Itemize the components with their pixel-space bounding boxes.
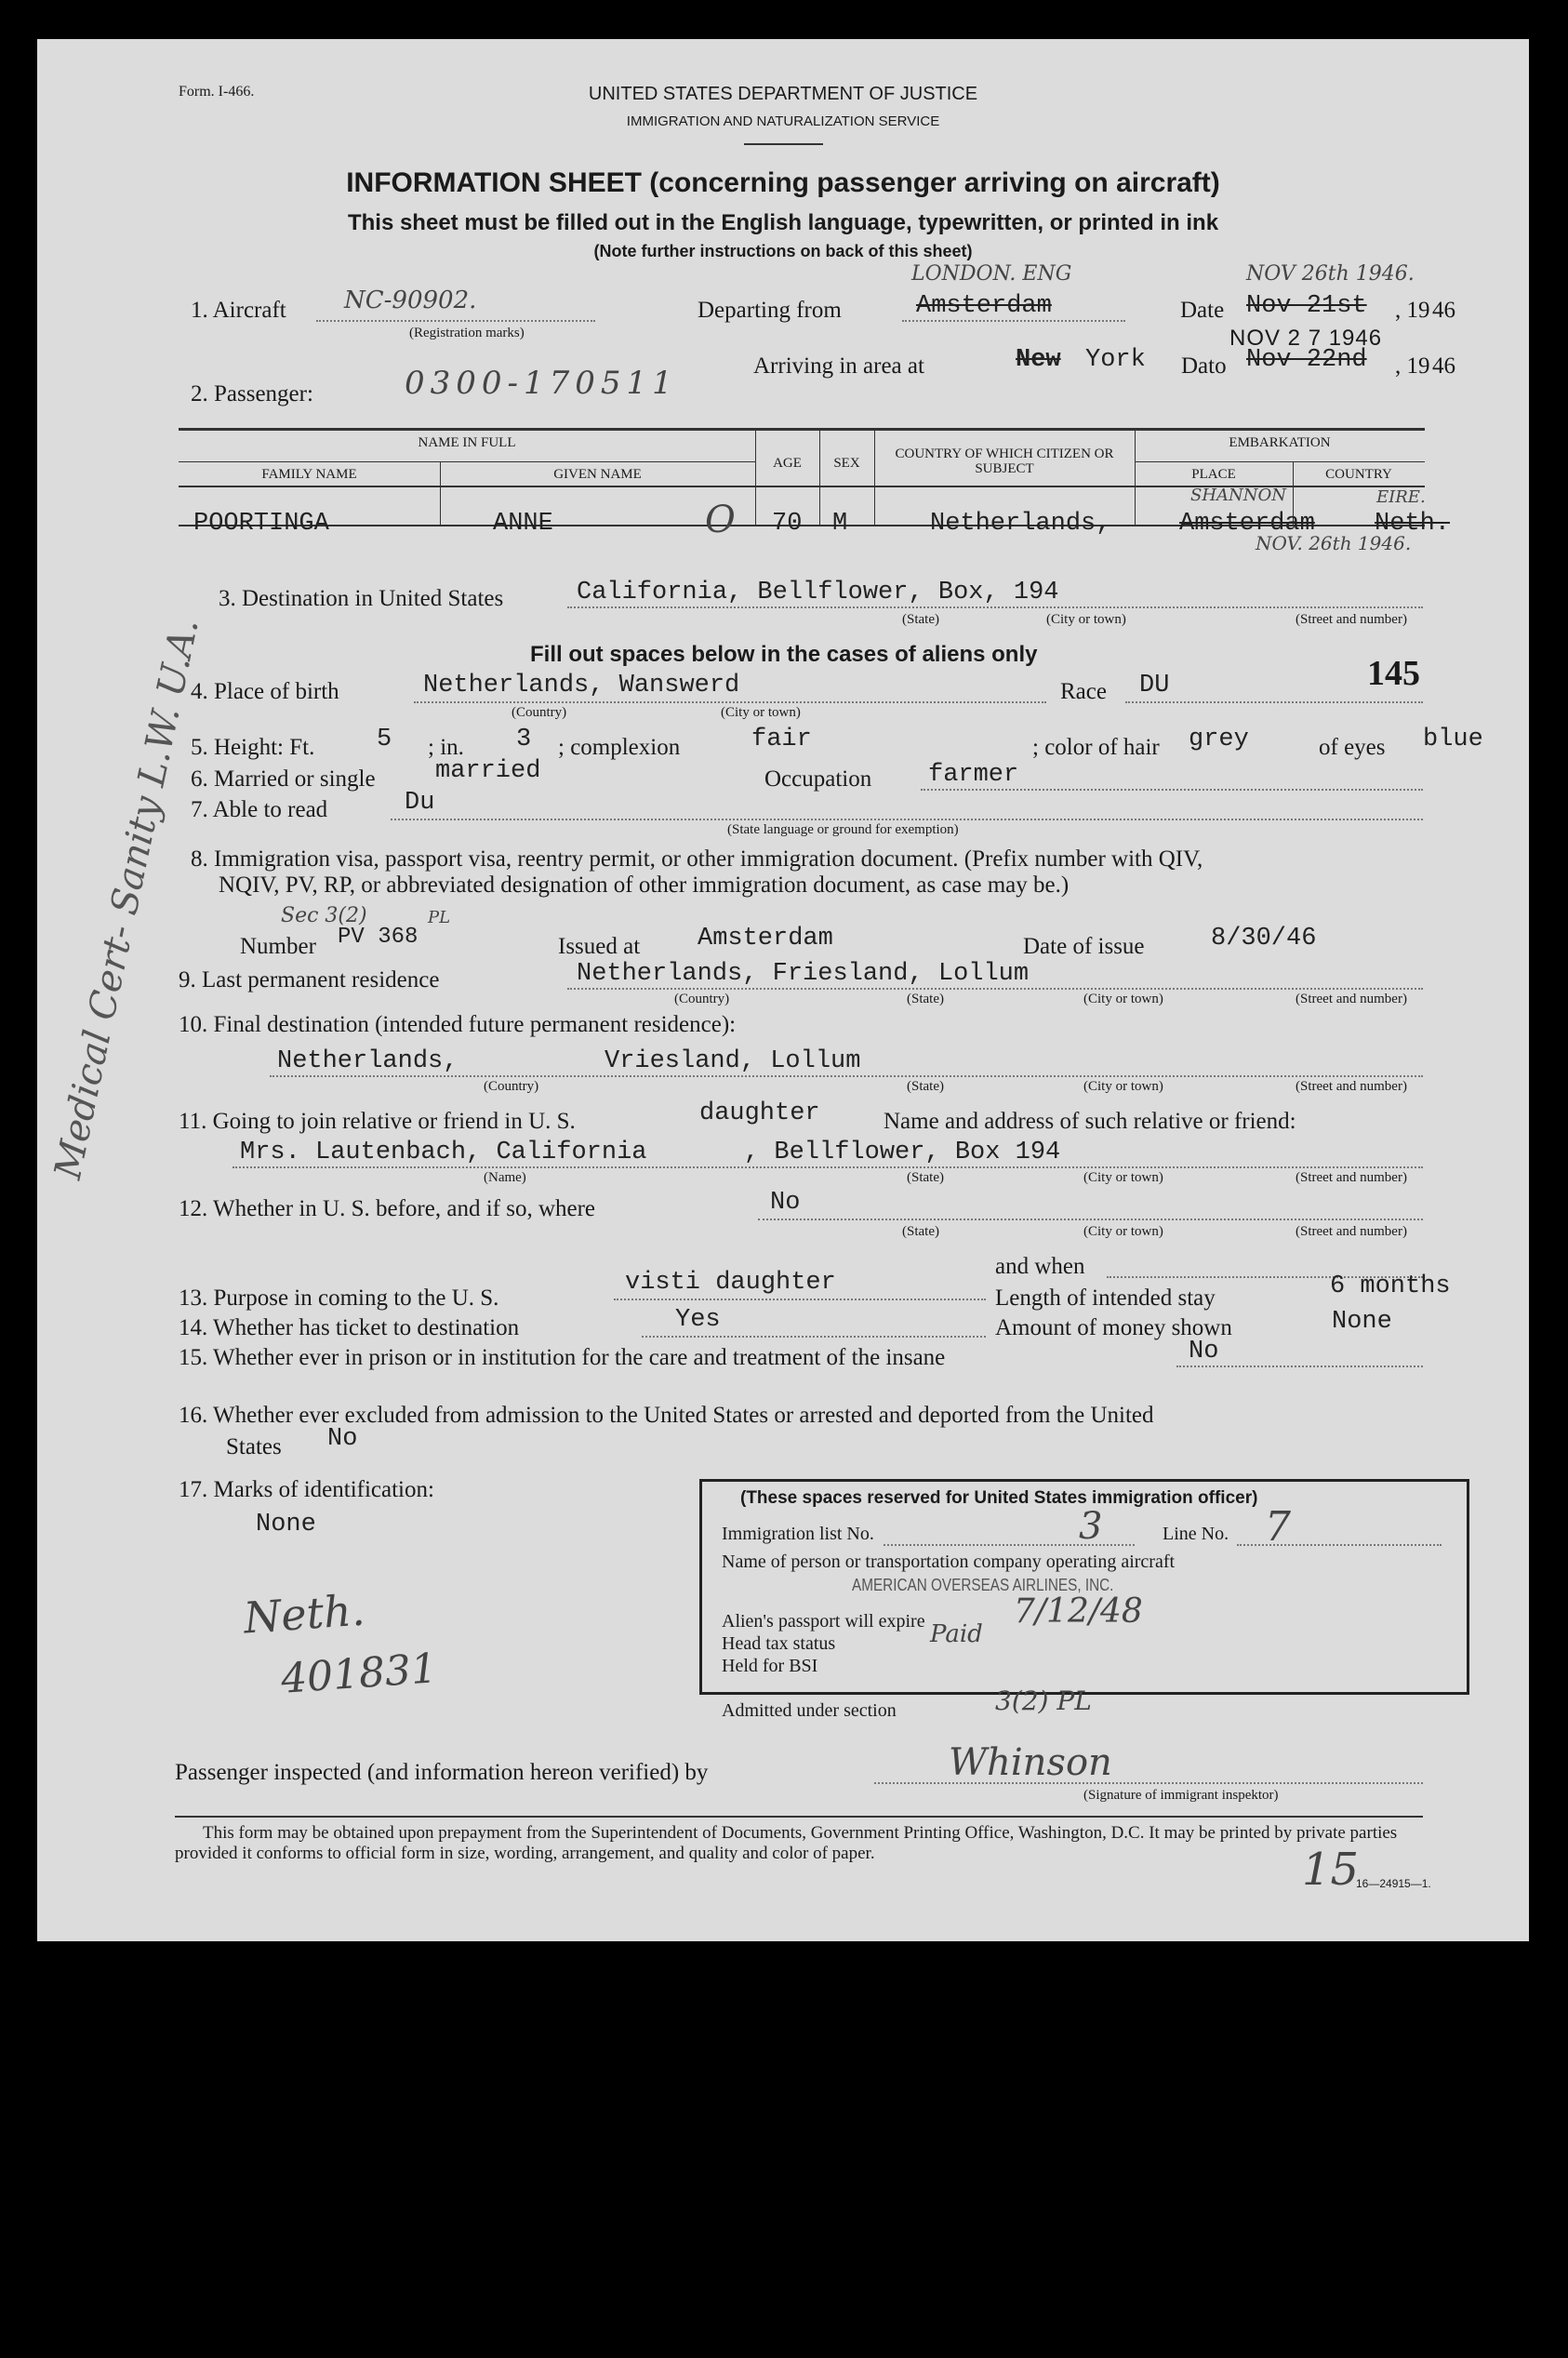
q9-city-caption: (City or town) (1083, 992, 1163, 1006)
q3-value: California, Bellflower, Box, 194 (577, 579, 1059, 606)
q10-value: Vriesland, Lollum (605, 1047, 861, 1075)
q7-caption: (State language or ground for exemption) (727, 822, 959, 837)
given-name-value: ANNE (493, 510, 553, 538)
q11-name-caption: (Name) (484, 1170, 526, 1185)
q11-address-value: , Bellflower, Box 194 (744, 1139, 1061, 1166)
departing-label: Departing from (698, 298, 842, 323)
list-no-value: 3 (1079, 1505, 1103, 1548)
q5-label: 5. Height: Ft. (191, 735, 315, 760)
q11-name-value: Mrs. Lautenbach, California (240, 1139, 647, 1166)
q17-label: 17. Marks of identification: (179, 1477, 434, 1502)
bsi-label: Held for BSI (722, 1656, 818, 1676)
q3-city-caption: (City or town) (1046, 612, 1126, 627)
given-name-header: GIVEN NAME (553, 467, 642, 482)
q11-label: 11. Going to join relative or friend in U. S. (179, 1109, 576, 1134)
money-value: None (1332, 1308, 1392, 1336)
q13-label: 13. Purpose in coming to the U. S. (179, 1286, 499, 1311)
margin-handwritten-note: Medical Cert- Sanity L.W. U.A. (47, 614, 207, 1183)
country-citizen-header: COUNTRY OF WHICH CITIZEN OR SUBJECT (895, 446, 1114, 476)
family-name-value: POORTINGA (193, 510, 329, 538)
passenger-label: 2. Passenger: (191, 381, 313, 406)
q10-country-caption: (Country) (484, 1079, 539, 1094)
q15-label: 15. Whether ever in prison or in institution for the care and treatment of the insane (179, 1345, 946, 1370)
date1-year-prefix: , 19 (1395, 298, 1430, 323)
age-header: AGE (773, 456, 802, 471)
eyes-label: of eyes (1319, 735, 1386, 760)
q4-label: 4. Place of birth (191, 679, 339, 704)
q8-handwritten-pl: PL (428, 908, 451, 927)
number-value: PV 368 (338, 925, 419, 950)
tax-label: Head tax status (722, 1633, 836, 1654)
q10-label: 10. Final destination (intended future permanent residence): (179, 1012, 737, 1037)
date1-year: 46 (1432, 298, 1455, 323)
occupation-value: farmer (928, 761, 1019, 789)
height-ft-value: 5 (377, 726, 392, 753)
q9-value: Netherlands, Friesland, Lollum (577, 960, 1030, 988)
place-handwritten: SHANNON (1190, 486, 1287, 505)
q9-street-caption: (Street and number) (1296, 992, 1407, 1006)
q8-line2: NQIV, PV, RP, or abbreviated designation of other immigration document, as case may be.) (219, 873, 1070, 898)
complexion-value: fair (751, 726, 812, 753)
departing-struck: Amsterdam (916, 292, 1052, 320)
passport-label: Alien's passport will expire (722, 1611, 925, 1632)
signature-caption: (Signature of immigrant inspektor) (1083, 1788, 1279, 1803)
country-struck: Neth. (1375, 510, 1451, 538)
q10-city-caption: (City or town) (1083, 1079, 1163, 1094)
aircraft-label: 1. Aircraft (191, 298, 286, 323)
q13-value: visti daughter (625, 1269, 836, 1297)
form-sheet (37, 39, 1529, 1941)
q17-handwritten-neth: Neth. (242, 1584, 366, 1644)
footer-rule (175, 1816, 1423, 1818)
citizen-value: Netherlands, (930, 510, 1111, 538)
form-code: 16—24915—1. (1356, 1877, 1431, 1890)
q7-value: Du (405, 789, 435, 817)
q11-city-caption: (City or town) (1083, 1170, 1163, 1185)
list-no-label: Immigration list No. (722, 1524, 874, 1544)
page-title: INFORMATION SHEET (concerning passenger arriving on aircraft) (346, 167, 1220, 198)
q12-state-caption: (State) (902, 1224, 939, 1239)
issue-date-label: Date of issue (1023, 934, 1145, 959)
race-label: Race (1060, 679, 1107, 704)
date1-struck: Nov 21st (1246, 292, 1367, 320)
height-in-value: 3 (516, 726, 532, 753)
eyes-value: blue (1423, 726, 1483, 753)
date1-label: Date (1180, 298, 1225, 323)
complexion-label: ; complexion (558, 735, 681, 760)
q11-value: daughter (699, 1099, 820, 1127)
hair-value: grey (1189, 726, 1249, 753)
date1-handwritten: NOV 26th 1946. (1246, 262, 1415, 286)
company-stamp: AMERICAN OVERSEAS AIRLINES, INC. (852, 1576, 1114, 1594)
q12-value: No (770, 1189, 801, 1217)
q3-state-caption: (State) (902, 612, 939, 627)
date2-struck: Nov 22nd (1246, 346, 1367, 374)
q3-street-caption: (Street and number) (1296, 612, 1407, 627)
hair-label: ; color of hair (1032, 735, 1160, 760)
q4-value: Netherlands, Wanswerd (423, 672, 740, 699)
q10-state-caption: (State) (907, 1079, 944, 1094)
passport-value: 7/12/48 (1014, 1592, 1143, 1631)
issue-date-value: 8/30/46 (1211, 925, 1317, 953)
stay-label: Length of intended stay (995, 1286, 1216, 1311)
line-no-value: 7 (1265, 1503, 1291, 1551)
q10-country-value: Netherlands, (277, 1047, 458, 1075)
header-rule (744, 143, 823, 145)
department-name: UNITED STATES DEPARTMENT OF JUSTICE (588, 84, 978, 104)
print-note: This form may be obtained upon prepayment from the Superintendent of Documents, Government Printing Office, Washington, D.C. It may be printed by private parties provided it conforms to official form in size, wording, arrangement, and quality and color of paper. (175, 1823, 1398, 1863)
q8-line1: 8. Immigration visa, passport visa, reentry permit, or other immigration document. (Prefix number with QIV, (191, 846, 1203, 872)
q7-label: 7. Able to read (191, 797, 328, 822)
form-number: Form. I-466. (179, 84, 255, 100)
name-in-full-header: NAME IN FULL (418, 435, 516, 450)
q15-value: No (1189, 1338, 1219, 1366)
country-handwritten: EIRE. (1376, 487, 1426, 507)
race-value: DU (1139, 672, 1170, 699)
q16-line2: States (226, 1434, 282, 1459)
q11-name-label: Name and address of such relative or friend: (884, 1109, 1296, 1134)
place-header: PLACE (1191, 467, 1236, 482)
inspector-signature: Whinson (949, 1741, 1112, 1784)
q11-street-caption: (Street and number) (1296, 1170, 1407, 1185)
q14-label: 14. Whether has ticket to destination (179, 1315, 520, 1340)
registration-caption: (Registration marks) (409, 326, 525, 340)
q6-label: 6. Married or single (191, 766, 376, 792)
q4-country-caption: (Country) (512, 705, 567, 720)
sex-header: SEX (833, 456, 860, 471)
and-when-label: and when (995, 1254, 1085, 1279)
corner-handwritten: 15 (1302, 1844, 1360, 1896)
arriving-struck: New (1016, 346, 1061, 374)
section-label: Admitted under section (722, 1700, 897, 1721)
number-label: Number (240, 934, 316, 959)
age-value: 70 (772, 510, 803, 538)
q17-handwritten-number: 401831 (279, 1645, 439, 1703)
issued-label: Issued at (558, 934, 641, 959)
aliens-only-heading: Fill out spaces below in the cases of aliens only (530, 642, 1038, 667)
q4-city-caption: (City or town) (721, 705, 801, 720)
stay-value: 6 months (1330, 1272, 1451, 1300)
note-text: (Note further instructions on back of this sheet) (593, 242, 973, 260)
occupation-label: Occupation (764, 766, 872, 792)
departing-handwritten: LONDON. ENG (911, 262, 1072, 286)
q14-value: Yes (675, 1306, 721, 1334)
service-name: IMMIGRATION AND NATURALIZATION SERVICE (626, 113, 940, 129)
q12-label: 12. Whether in U. S. before, and if so, where (179, 1196, 596, 1221)
instruction-text: This sheet must be filled out in the English language, typewritten, or printed in ink (347, 210, 1219, 235)
q12-city-caption: (City or town) (1083, 1224, 1163, 1239)
height-in-label: ; in. (428, 735, 464, 760)
place-struck: Amsterdam (1179, 510, 1315, 538)
officer-box-title: (These spaces reserved for United States immigration officer) (740, 1488, 1258, 1508)
inspected-label: Passenger inspected (and information hereon verified) by (175, 1760, 709, 1785)
number-145: 145 (1367, 654, 1420, 693)
section-value: 3(2) PL (995, 1685, 1092, 1716)
arriving-value: York (1085, 346, 1146, 374)
q11-state-caption: (State) (907, 1170, 944, 1185)
arriving-label: Arriving in area at (753, 353, 924, 379)
tax-value: Paid (930, 1620, 983, 1648)
q6-value: married (435, 757, 541, 785)
company-label: Name of person or transportation company operating aircraft (722, 1552, 1176, 1572)
line-no-label: Line No. (1163, 1524, 1229, 1544)
date2-stamp: NOV 2 7 1946 (1229, 326, 1383, 351)
q17-value: None (256, 1511, 316, 1539)
q16-line1: 16. Whether ever excluded from admission to the United States or arrested and deported from the United (179, 1403, 1154, 1428)
sex-value: M (832, 510, 848, 538)
q9-label: 9. Last permanent residence (179, 967, 440, 992)
date2-year: 46 (1432, 353, 1455, 379)
given-name-handwritten: O (705, 499, 736, 541)
date2-label: Dato (1181, 353, 1227, 379)
q12-street-caption: (Street and number) (1296, 1224, 1407, 1239)
embark-date-handwritten: NOV. 26th 1946. (1256, 532, 1412, 554)
q10-street-caption: (Street and number) (1296, 1079, 1407, 1094)
q9-country-caption: (Country) (674, 992, 730, 1006)
q8-handwritten-section: Sec 3(2) (281, 904, 367, 927)
q3-label: 3. Destination in United States (219, 586, 504, 611)
family-name-header: FAMILY NAME (261, 467, 357, 482)
issued-value: Amsterdam (698, 925, 833, 953)
aircraft-value: NC-90902. (344, 286, 477, 314)
money-label: Amount of money shown (995, 1315, 1232, 1340)
q9-state-caption: (State) (907, 992, 944, 1006)
passenger-value: 0300-170511 (405, 365, 678, 402)
date2-year-prefix: , 19 (1395, 353, 1430, 379)
q16-value: No (327, 1425, 358, 1453)
country-header: COUNTRY (1325, 467, 1392, 482)
embarkation-header: EMBARKATION (1229, 435, 1331, 450)
